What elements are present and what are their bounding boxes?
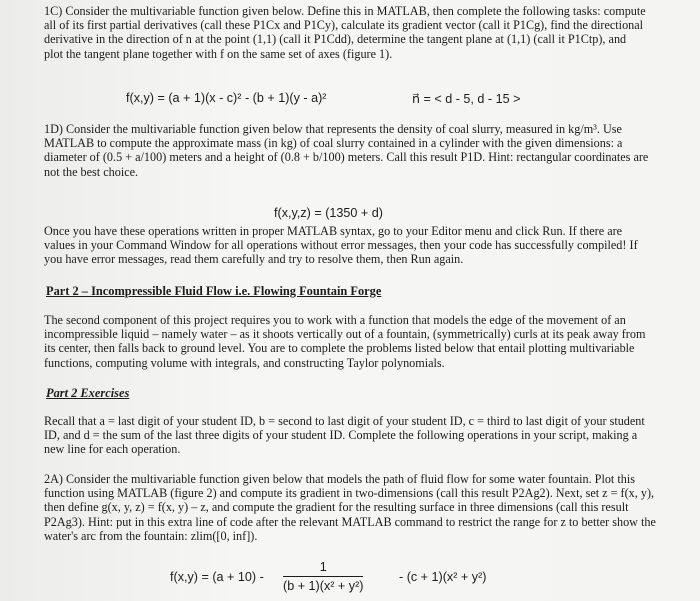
problem-1c-function: f(x,y) = (a + 1)(x - c)² - (b + 1)(y - a)²: [126, 91, 327, 105]
part-2-exercises-heading: Part 2 Exercises: [46, 386, 130, 400]
part-2-intro: The second component of this project requires you to work with a function that models the edge of the movement of an incompressible liquid – namely water – as it shoots vertically out of a fountain, (symmetrically) curls at its peak away from its center, then falls back to ground level. You are to complete the problems listed below that entail plotting multivariable functions, computing volume with integrals, and constructing Taylor polynomials.: [44, 313, 646, 370]
problem-1c-text: 1C) Consider the multivariable function given below. Define this in MATLAB, then complete the following tasks: compute all of its first partial derivatives (call these P1Cx and P1Cy), calculate its gradient vector (call it P1Cg), find the directional derivative in the direction of n at the point (1,1) (call it P1Cdd), determine the tangent plane at (1,1) (call it P1Ctp), and plot the tangent plane together with f on the same set of axes (figure 1).: [44, 4, 646, 61]
problem-1d-function: f(x,y,z) = (1350 + d): [274, 206, 383, 220]
run-instructions: Once you have these operations written in proper MATLAB syntax, go to your Editor menu and click Run. If there are values in your Command Window for all operations without error messages, then your code has successfully compiled! If you have error messages, read them carefully and try to resolve them, then Run again.: [44, 224, 638, 267]
fraction-denominator: (b + 1)(x² + y²): [283, 579, 364, 593]
recall-text: Recall that a = last digit of your student ID, b = second to last digit of your student ID, c = third to last digit of your student ID, and d = the sum of the last three digits of your student ID. Complete the following operations in your script, making a new line for each operation.: [44, 414, 645, 457]
fraction-numerator: 1: [283, 560, 363, 577]
problem-2a-function-left: f(x,y) = (a + 10) -: [170, 570, 264, 584]
problem-2a-function-right: - (c + 1)(x² + y²): [399, 570, 487, 584]
part-2-heading: Part 2 – Incompressible Fluid Flow i.e. Flowing Fountain Forge: [46, 284, 382, 298]
problem-1d-text: 1D) Consider the multivariable function given below that represents the density of coal slurry, measured in kg/m³. Use MATLAB to compute the approximate mass (in kg) of coal slurry contained in a cylinder with the given dimensions: a diameter of (0.5 + a/100) meters and a height of (0.8 + b/100) meters. Call this result P1D. Hint: rectangular coordinates are not the best choice.: [44, 122, 649, 179]
problem-1c-vector: n⃗ = < d - 5, d - 15 >: [412, 92, 521, 106]
problem-2a-fraction: [283, 560, 363, 593]
problem-2a-text: 2A) Consider the multivariable function given below that models the path of fluid flow for some water fountain. Plot this function using MATLAB (figure 2) and compute its gradient in two-dimensions (call this result P2Ag2). Next, set z = f(x, y), then define g(x, y, z) = f(x, y) – z, and compute the gradient for the resulting surface in three dimensions (call this result P2Ag3). Hint: put in this extra line of code after the relevant MATLAB command to restrict the range for z to better show the water's arc from the fountain: zlim([0, inf]).: [44, 472, 656, 543]
